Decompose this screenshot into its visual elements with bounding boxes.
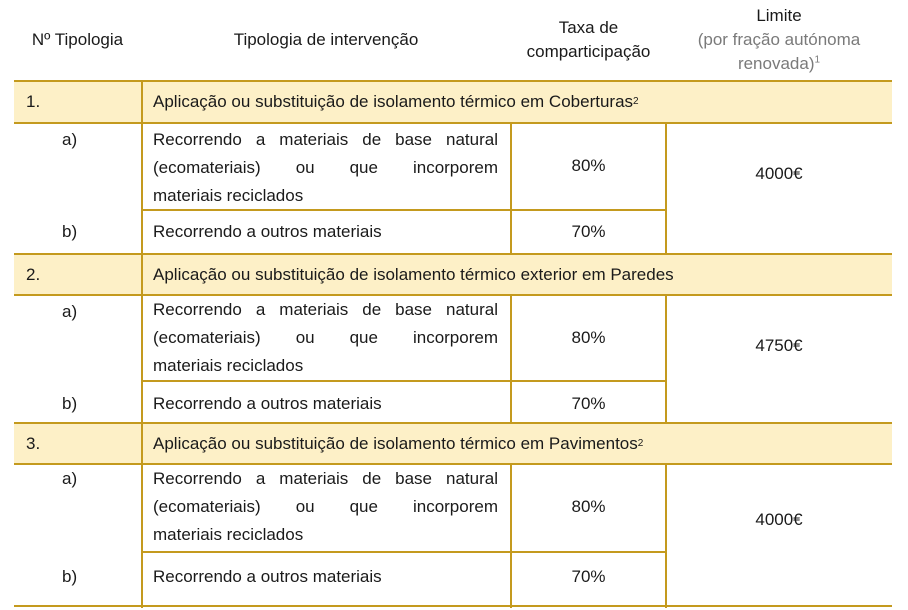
row-divider bbox=[141, 551, 667, 553]
row-description-line1: Recorrendo a materiais de base natural bbox=[153, 130, 498, 149]
section-limit: 4000€ bbox=[755, 164, 803, 183]
table-bottom-border bbox=[14, 605, 892, 607]
row-letter: b) bbox=[62, 222, 78, 241]
row-description-line3: materiais reciclados bbox=[153, 186, 304, 205]
row-description-line3: materiais reciclados bbox=[153, 356, 304, 375]
column-divider bbox=[510, 296, 512, 423]
header-col1-label: Nº Tipologia bbox=[31, 30, 124, 49]
row-description: Recorrendo a outros materiais bbox=[153, 394, 382, 413]
band-divider bbox=[141, 82, 143, 122]
section-title bbox=[153, 255, 674, 294]
row-rate: 80% bbox=[571, 497, 606, 516]
header-tipologia-number bbox=[14, 0, 141, 80]
header-limit bbox=[666, 0, 892, 80]
section-title: Aplicação ou substituição de isolamento térmico em Coberturas 2 bbox=[153, 92, 639, 111]
header-col4-line2: (por fração autónoma bbox=[697, 30, 861, 49]
row-letter: a) bbox=[62, 302, 78, 321]
column-divider bbox=[665, 124, 667, 254]
row-divider bbox=[141, 209, 667, 211]
row-letter: a) bbox=[62, 130, 78, 149]
section-band-2 bbox=[14, 253, 892, 296]
header-col4-footnote: 1 bbox=[814, 54, 821, 66]
header-rate bbox=[511, 0, 666, 80]
row-rate: 70% bbox=[571, 567, 606, 586]
section-title-text: Aplicação ou substituição de isolamento térmico exterior em Paredes bbox=[153, 264, 674, 284]
section-title: Aplicação ou substituição de isolamento térmico em Pavimentos 2 bbox=[153, 433, 644, 453]
section-band-3 bbox=[14, 422, 892, 465]
column-divider bbox=[510, 465, 512, 608]
band-divider bbox=[141, 255, 143, 294]
section-limit: 4000€ bbox=[755, 510, 803, 529]
header-col3-line1: Taxa de bbox=[558, 18, 619, 37]
section-rows-3 bbox=[14, 465, 892, 608]
row-description-line1: Recorrendo a materiais de base natural bbox=[153, 300, 498, 319]
row-description-line1: Recorrendo a materiais de base natural bbox=[153, 469, 498, 488]
row-letter: b) bbox=[62, 567, 78, 586]
section-rows-1 bbox=[14, 124, 892, 254]
header-col4-line1: Limite bbox=[756, 6, 802, 25]
section-number: 1. bbox=[26, 92, 41, 111]
header-col4-line3 bbox=[738, 52, 820, 76]
section-band-1 bbox=[14, 80, 892, 124]
row-description bbox=[153, 126, 498, 210]
column-divider bbox=[141, 296, 143, 423]
row-description bbox=[153, 465, 498, 549]
row-description bbox=[153, 296, 498, 380]
column-divider bbox=[665, 296, 667, 423]
section-title-text: Aplicação ou substituição de isolamento térmico em Coberturas bbox=[153, 92, 634, 111]
row-description: Recorrendo a outros materiais bbox=[153, 222, 382, 241]
row-letter: a) bbox=[62, 469, 78, 488]
section-number: 3. bbox=[26, 433, 41, 453]
column-divider bbox=[141, 124, 143, 254]
band-divider bbox=[141, 424, 143, 463]
header-intervention-type bbox=[141, 0, 511, 80]
section-number: 2. bbox=[26, 264, 41, 284]
row-description-line2: (ecomateriais) ou que incorporem bbox=[153, 497, 498, 516]
row-letter: b) bbox=[62, 394, 78, 413]
row-description-line3: materiais reciclados bbox=[153, 525, 304, 544]
header-col3-line2: comparticipação bbox=[526, 42, 651, 61]
row-rate: 70% bbox=[571, 222, 606, 241]
row-rate: 70% bbox=[571, 394, 606, 413]
row-divider bbox=[141, 380, 667, 382]
row-description-line2: (ecomateriais) ou que incorporem bbox=[153, 328, 498, 347]
column-divider bbox=[141, 465, 143, 608]
column-divider bbox=[510, 124, 512, 254]
section-title-text: Aplicação ou substituição de isolamento térmico em Pavimentos bbox=[153, 433, 638, 453]
header-col4-line3-text: renovada) bbox=[737, 54, 815, 73]
row-description-line2: (ecomateriais) ou que incorporem bbox=[153, 158, 498, 177]
header-col2-label: Tipologia de intervenção bbox=[233, 30, 419, 49]
row-rate: 80% bbox=[571, 328, 606, 347]
column-divider bbox=[665, 465, 667, 608]
row-description: Recorrendo a outros materiais bbox=[153, 567, 382, 586]
row-rate: 80% bbox=[571, 156, 606, 175]
section-limit: 4750€ bbox=[755, 336, 803, 355]
section-rows-2 bbox=[14, 296, 892, 423]
